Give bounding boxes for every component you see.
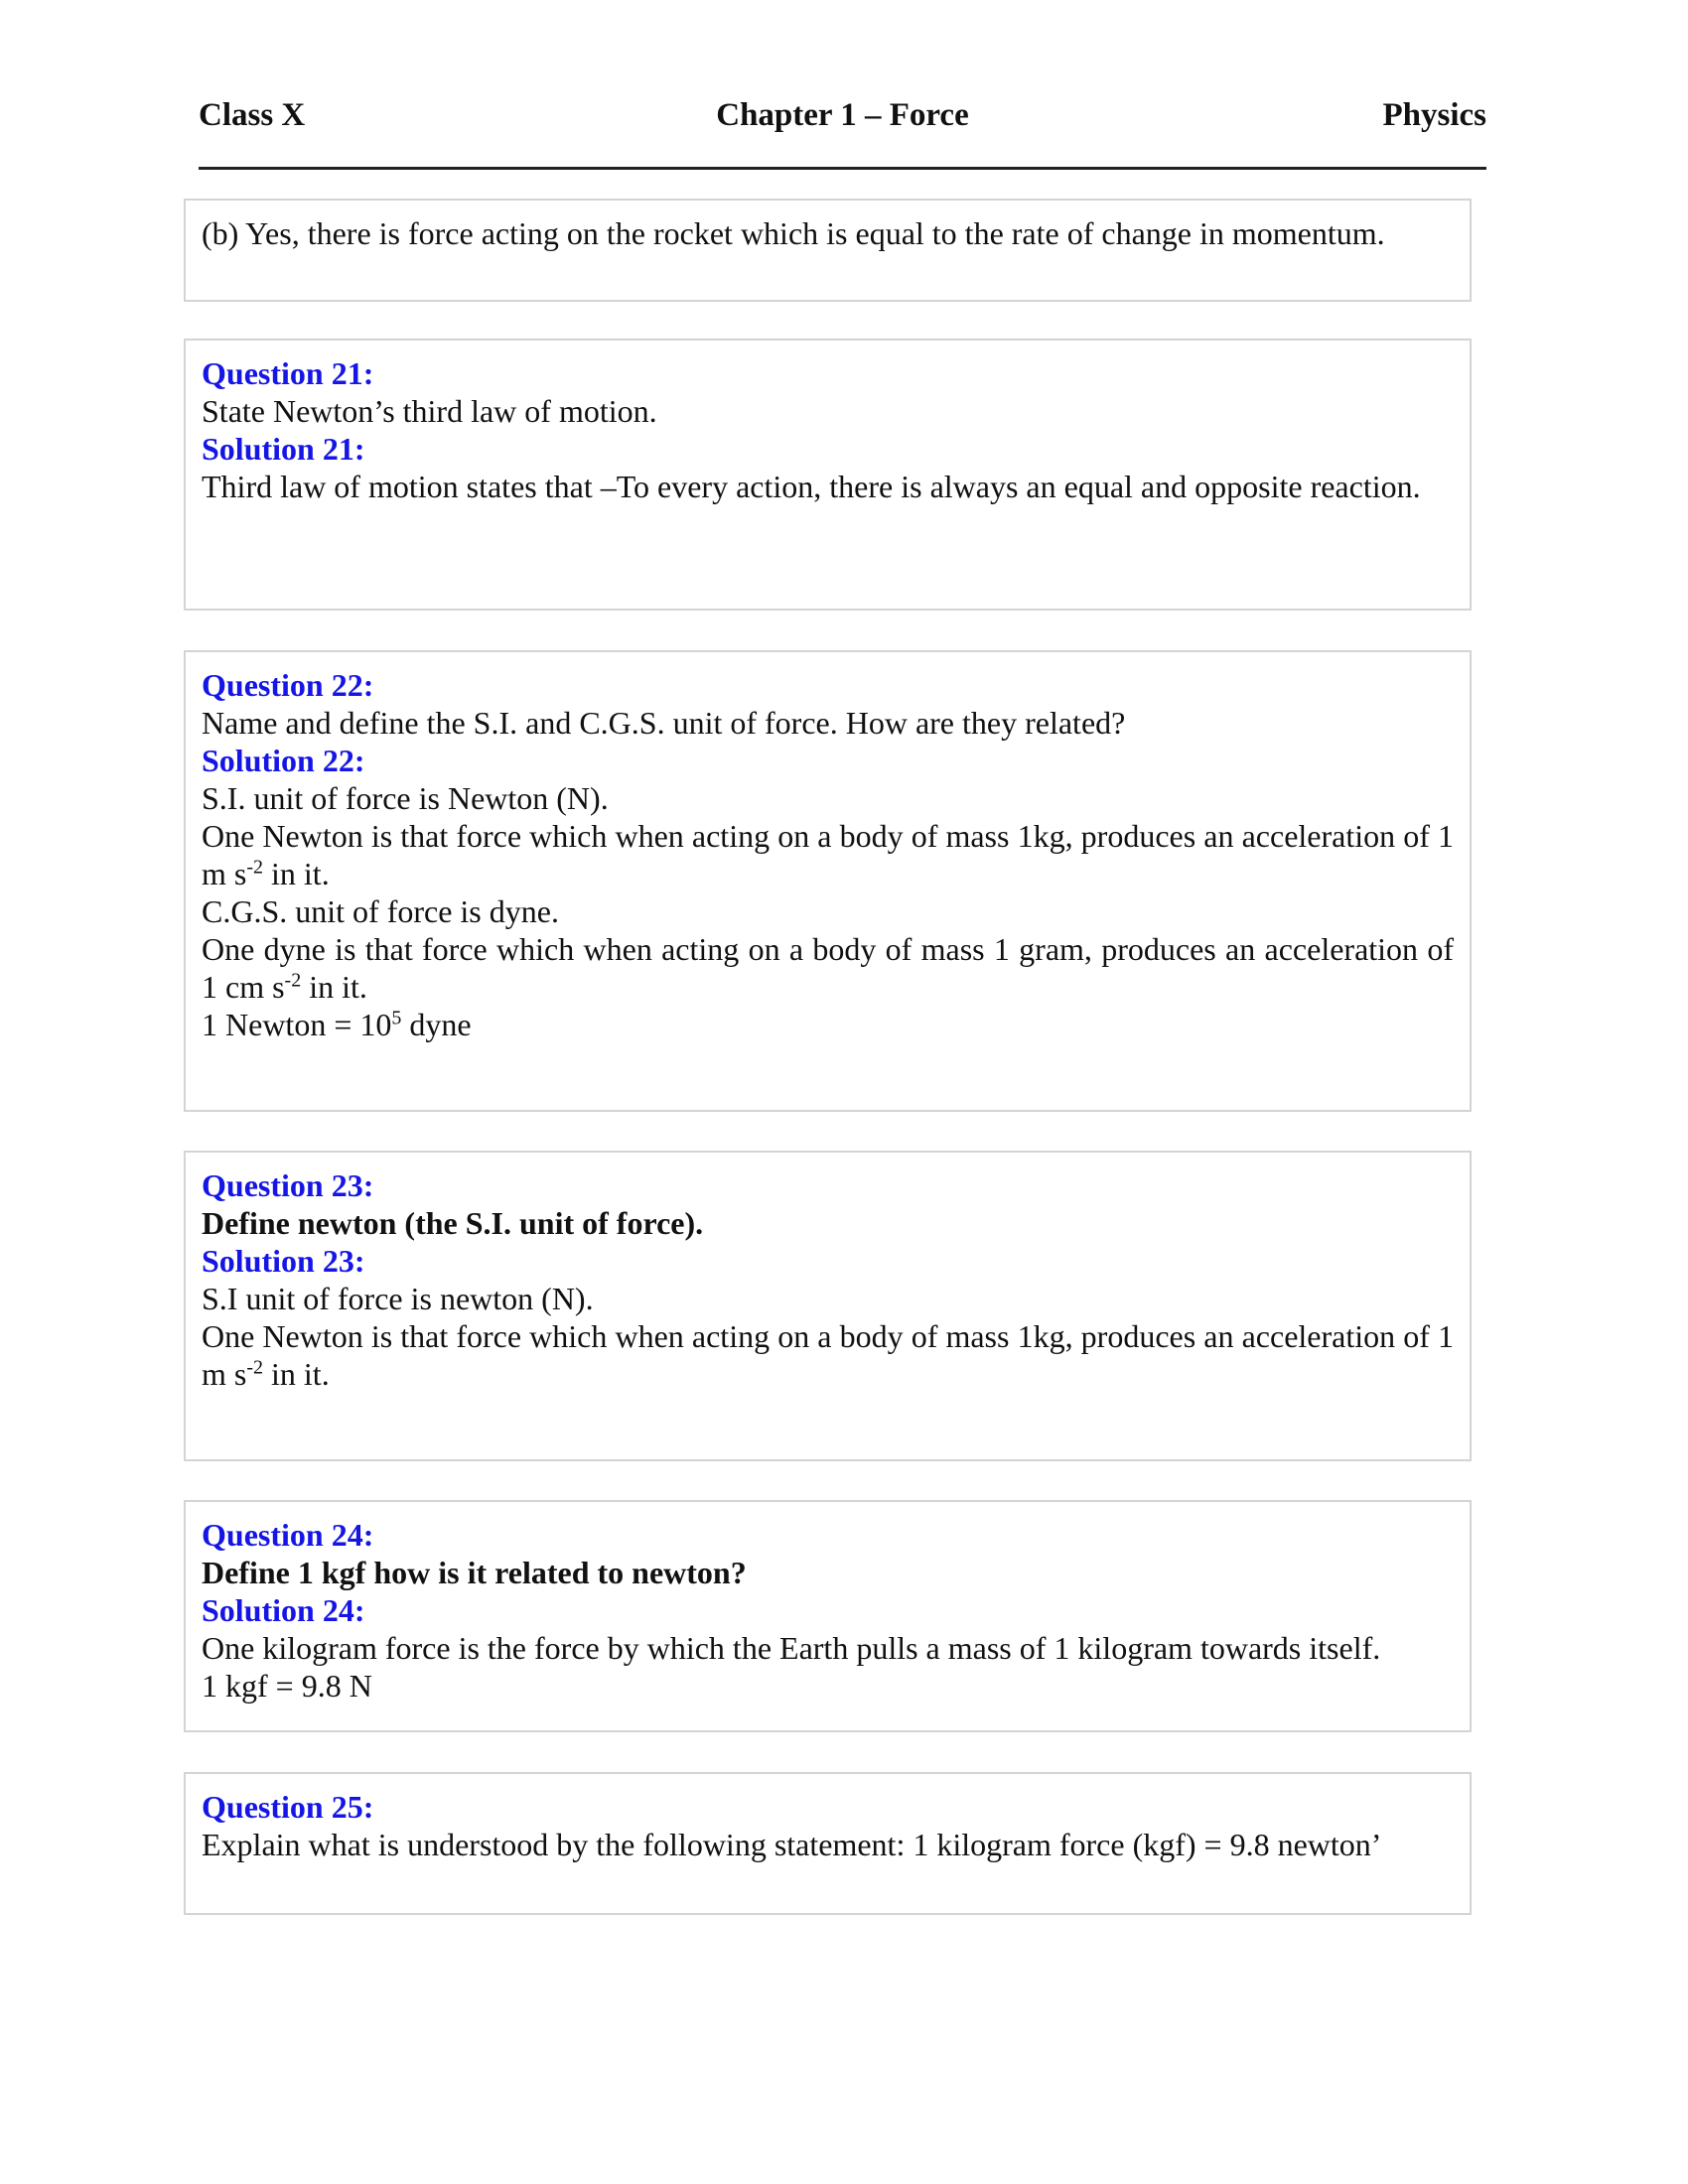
question-24-label: Question 24: xyxy=(202,1517,374,1553)
solution-22-line-5-tail: dyne xyxy=(401,1007,472,1042)
continuation-text: (b) Yes, there is force acting on the rocket which is equal to the rate of change in momentum. xyxy=(202,215,1385,251)
question-21-box xyxy=(184,339,1472,611)
solution-22-line-1: S.I. unit of force is Newton (N). xyxy=(202,780,609,816)
solution-22-line-4-tail: in it. xyxy=(301,969,367,1005)
solution-22-label: Solution 22: xyxy=(202,743,365,778)
question-25-text: Explain what is understood by the following statement: 1 kilogram force (kgf) = 9.8 newton’ xyxy=(202,1827,1382,1862)
solution-21-text: Third law of motion states that –To every action, there is always an equal and opposite reaction. xyxy=(202,469,1421,504)
question-24-box xyxy=(184,1500,1472,1732)
solution-24-line-2: 1 kgf = 9.8 N xyxy=(202,1668,372,1704)
header-chapter: Chapter 1 – Force xyxy=(716,97,969,133)
question-21-label: Question 21: xyxy=(202,355,374,391)
solution-22-line-4 xyxy=(202,930,1454,1006)
solution-22-line-5-text: 1 Newton = 10 xyxy=(202,1007,392,1042)
continuation-box xyxy=(184,199,1472,302)
solution-21-label: Solution 21: xyxy=(202,431,365,467)
header-divider xyxy=(199,167,1486,170)
question-22-box xyxy=(184,650,1472,1112)
solution-22-line-4-text: One dyne is that force which when acting on a body of mass 1 gram, produces an acceleration of 1 cm s xyxy=(202,931,1454,1005)
header-class: Class X xyxy=(199,97,306,133)
question-21-text: State Newton’s third law of motion. xyxy=(202,393,657,429)
question-23-label: Question 23: xyxy=(202,1167,374,1203)
solution-22-line-2-text: One Newton is that force which when acting on a body of mass 1kg, produces an acceleration of 1 m s xyxy=(202,818,1454,891)
question-23-text: Define newton (the S.I. unit of force). xyxy=(202,1205,704,1241)
question-23-box xyxy=(184,1151,1472,1461)
question-24-text: Define 1 kgf how is it related to newton? xyxy=(202,1555,747,1590)
solution-23-label: Solution 23: xyxy=(202,1243,365,1279)
question-22-text: Name and define the S.I. and C.G.S. unit of force. How are they related? xyxy=(202,705,1126,741)
solution-22-line-5-exponent: 5 xyxy=(391,1007,402,1029)
question-25-box xyxy=(184,1772,1472,1915)
question-22-label: Question 22: xyxy=(202,667,374,703)
solution-23-line-2-tail: in it. xyxy=(263,1356,330,1392)
solution-22-line-2 xyxy=(202,817,1454,892)
solution-22-line-5 xyxy=(202,1006,1454,1043)
solution-22-line-2-tail: in it. xyxy=(263,856,330,891)
solution-24-label: Solution 24: xyxy=(202,1592,365,1628)
page-header xyxy=(199,97,1486,139)
solution-22-line-2-exponent: -2 xyxy=(246,856,264,879)
solution-23-line-2 xyxy=(202,1317,1454,1393)
solution-22-line-4-exponent: -2 xyxy=(284,969,302,992)
solution-22-line-3: C.G.S. unit of force is dyne. xyxy=(202,893,559,929)
solution-23-line-2-exponent: -2 xyxy=(246,1356,264,1379)
solution-24-line-1: One kilogram force is the force by which the Earth pulls a mass of 1 kilogram towards itself. xyxy=(202,1630,1381,1666)
header-subject: Physics xyxy=(1382,97,1486,133)
question-25-label: Question 25: xyxy=(202,1789,374,1825)
solution-23-line-2-text: One Newton is that force which when acting on a body of mass 1kg, produces an acceleration of 1 m s xyxy=(202,1318,1454,1392)
solution-23-line-1: S.I unit of force is newton (N). xyxy=(202,1281,594,1316)
